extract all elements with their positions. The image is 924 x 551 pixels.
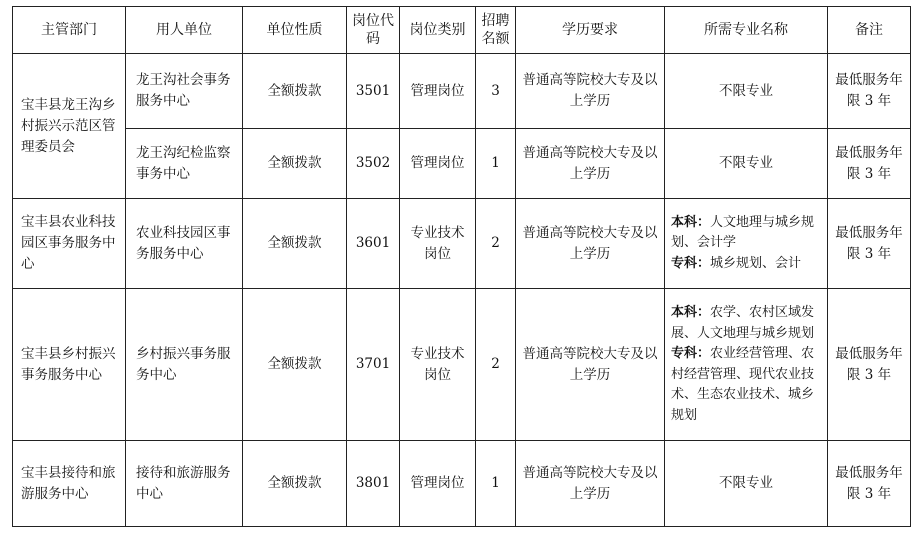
major-cell: 不限专业 bbox=[665, 441, 828, 527]
dept-cell: 宝丰县龙王沟乡村振兴示范区管理委员会 bbox=[13, 54, 126, 199]
nature-cell: 全额拨款 bbox=[243, 289, 347, 441]
junior-label: 专科： bbox=[671, 346, 711, 361]
code-cell: 3502 bbox=[347, 129, 400, 199]
table-row bbox=[13, 199, 911, 289]
unit-cell: 龙王沟纪检监察事务中心 bbox=[126, 129, 243, 199]
unit-cell: 龙王沟社会事务服务中心 bbox=[126, 54, 243, 129]
category-cell: 管理岗位 bbox=[400, 129, 476, 199]
major-cell bbox=[665, 199, 828, 289]
nature-cell: 全额拨款 bbox=[243, 54, 347, 129]
category-cell: 管理岗位 bbox=[400, 54, 476, 129]
header-row bbox=[13, 7, 911, 54]
header-nature: 单位性质 bbox=[243, 7, 347, 54]
code-cell: 3501 bbox=[347, 54, 400, 129]
header-code: 岗位代码 bbox=[347, 7, 400, 54]
junior-label: 专科： bbox=[671, 255, 711, 271]
code-cell: 3701 bbox=[347, 289, 400, 441]
header-remark: 备注 bbox=[828, 7, 911, 54]
table-row bbox=[13, 441, 911, 527]
unit-cell: 农业科技园区事务服务中心 bbox=[126, 199, 243, 289]
dept-cell: 宝丰县农业科技园区事务服务中心 bbox=[13, 199, 126, 289]
category-cell: 管理岗位 bbox=[400, 441, 476, 527]
category-cell: 专业技术岗位 bbox=[400, 199, 476, 289]
undergrad-label: 本科： bbox=[671, 305, 711, 320]
table-row bbox=[13, 289, 911, 441]
education-cell: 普通高等院校大专及以上学历 bbox=[516, 129, 665, 199]
education-cell: 普通高等院校大专及以上学历 bbox=[516, 441, 665, 527]
dept-cell: 宝丰县乡村振兴事务服务中心 bbox=[13, 289, 126, 441]
unit-cell: 接待和旅游服务中心 bbox=[126, 441, 243, 527]
count-cell: 2 bbox=[476, 199, 516, 289]
table-row bbox=[13, 129, 911, 199]
major-undergrad: 人文地理与城乡规划、会计学 bbox=[671, 214, 815, 251]
header-dept: 主管部门 bbox=[13, 7, 126, 54]
remark-cell: 最低服务年限 3 年 bbox=[828, 199, 911, 289]
nature-cell: 全额拨款 bbox=[243, 441, 347, 527]
education-cell: 普通高等院校大专及以上学历 bbox=[516, 54, 665, 129]
major-junior: 城乡规划、会计 bbox=[710, 255, 802, 271]
remark-cell: 最低服务年限 3 年 bbox=[828, 54, 911, 129]
code-cell: 3801 bbox=[347, 441, 400, 527]
major-cell: 不限专业 bbox=[665, 54, 828, 129]
dept-cell: 宝丰县接待和旅游服务中心 bbox=[13, 441, 126, 527]
header-unit: 用人单位 bbox=[126, 7, 243, 54]
header-count: 招聘名额 bbox=[476, 7, 516, 54]
major-junior: 农业经营管理、农村经营管理、现代农业技术、生态农业技术、城乡规划 bbox=[671, 346, 815, 423]
header-category: 岗位类别 bbox=[400, 7, 476, 54]
count-cell: 1 bbox=[476, 441, 516, 527]
unit-cell: 乡村振兴事务服务中心 bbox=[126, 289, 243, 441]
code-cell: 3601 bbox=[347, 199, 400, 289]
count-cell: 2 bbox=[476, 289, 516, 441]
count-cell: 1 bbox=[476, 129, 516, 199]
count-cell: 3 bbox=[476, 54, 516, 129]
table-row bbox=[13, 54, 911, 129]
header-education: 学历要求 bbox=[516, 7, 665, 54]
major-cell: 不限专业 bbox=[665, 129, 828, 199]
header-major: 所需专业名称 bbox=[665, 7, 828, 54]
education-cell: 普通高等院校大专及以上学历 bbox=[516, 199, 665, 289]
nature-cell: 全额拨款 bbox=[243, 199, 347, 289]
undergrad-label: 本科： bbox=[671, 214, 711, 230]
nature-cell: 全额拨款 bbox=[243, 129, 347, 199]
category-cell: 专业技术岗位 bbox=[400, 289, 476, 441]
major-cell bbox=[665, 289, 828, 441]
recruitment-table bbox=[12, 6, 911, 527]
major-undergrad: 农学、农村区域发展、人文地理与城乡规划 bbox=[671, 305, 815, 341]
remark-cell: 最低服务年限 3 年 bbox=[828, 441, 911, 527]
remark-cell: 最低服务年限 3 年 bbox=[828, 129, 911, 199]
remark-cell: 最低服务年限 3 年 bbox=[828, 289, 911, 441]
education-cell: 普通高等院校大专及以上学历 bbox=[516, 289, 665, 441]
